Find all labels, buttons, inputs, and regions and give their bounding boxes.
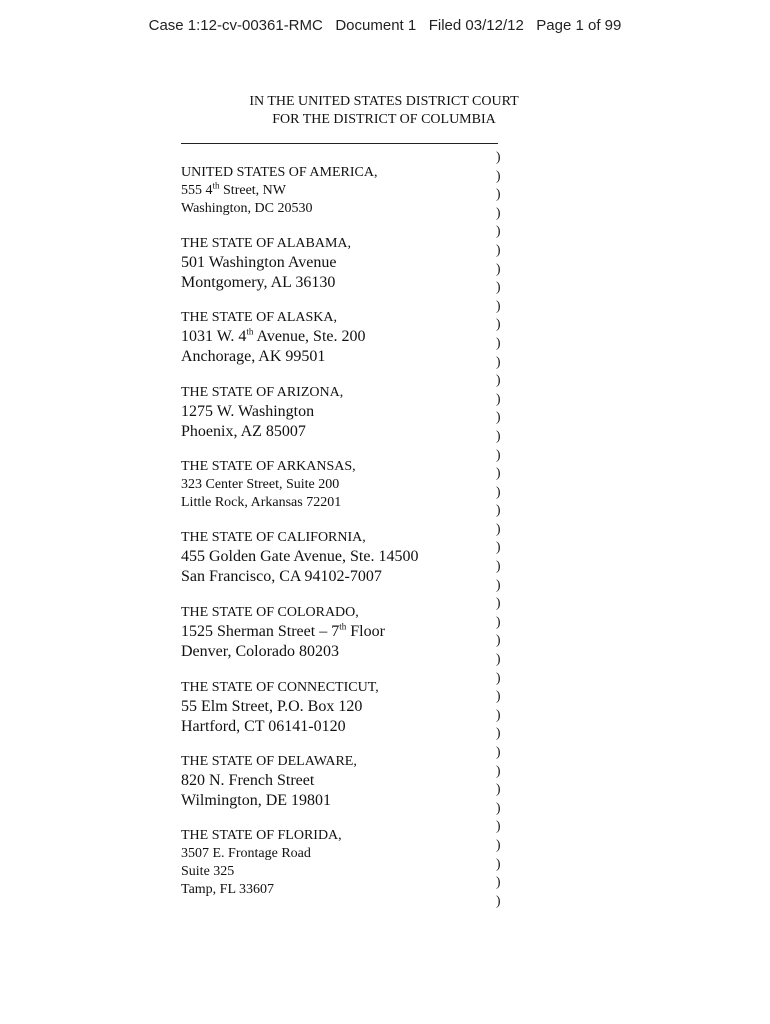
party-name: THE STATE OF FLORIDA, bbox=[181, 828, 342, 843]
party-address-line: 3507 E. Frontage Road bbox=[181, 846, 311, 861]
party-city-line: Denver, Colorado 80203 bbox=[181, 643, 339, 660]
party-arizona bbox=[181, 384, 343, 442]
caption-paren: ) bbox=[496, 632, 501, 648]
party-city-line: Hartford, CT 06141-0120 bbox=[181, 718, 346, 735]
caption-paren: ) bbox=[496, 279, 501, 295]
court-caption bbox=[184, 93, 584, 129]
party-city-line: Phoenix, AZ 85007 bbox=[181, 423, 306, 440]
caption-paren: ) bbox=[496, 874, 501, 890]
caption-paren: ) bbox=[496, 167, 501, 183]
party-name: THE STATE OF COLORADO, bbox=[181, 605, 359, 620]
caption-paren: ) bbox=[496, 539, 501, 555]
party-address-line: 820 N. French Street bbox=[181, 772, 315, 789]
caption-paren: ) bbox=[496, 725, 501, 741]
party-address-line: 555 4th Street, NW bbox=[181, 180, 286, 198]
party-city-line: Washington, DC 20530 bbox=[181, 201, 313, 216]
caption-paren: ) bbox=[496, 409, 501, 425]
party-city-line: Little Rock, Arkansas 72201 bbox=[181, 495, 342, 510]
party-address-line: 1275 W. Washington bbox=[181, 403, 315, 420]
court-district-line: FOR THE DISTRICT OF COLUMBIA bbox=[272, 112, 496, 127]
caption-paren: ) bbox=[496, 204, 501, 220]
caption-paren: ) bbox=[496, 334, 501, 350]
party-city-line: Tamp, FL 33607 bbox=[181, 882, 274, 897]
party-name: THE STATE OF ALASKA, bbox=[181, 310, 337, 325]
caption-paren: ) bbox=[496, 297, 501, 313]
party-colorado bbox=[181, 604, 385, 662]
caption-parentheses-column bbox=[496, 148, 506, 910]
party-suite-line: Suite 325 bbox=[181, 864, 235, 879]
party-california bbox=[181, 529, 418, 587]
caption-paren: ) bbox=[496, 651, 501, 667]
party-city-line: Montgomery, AL 36130 bbox=[181, 274, 336, 291]
party-name: THE STATE OF DELAWARE, bbox=[181, 754, 357, 769]
caption-paren: ) bbox=[496, 241, 501, 257]
caption-paren: ) bbox=[496, 186, 501, 202]
party-florida bbox=[181, 827, 342, 899]
caption-paren: ) bbox=[496, 781, 501, 797]
caption-paren: ) bbox=[496, 427, 501, 443]
caption-paren: ) bbox=[496, 446, 501, 462]
caption-paren: ) bbox=[496, 836, 501, 852]
caption-paren: ) bbox=[496, 892, 501, 908]
caption-paren: ) bbox=[496, 372, 501, 388]
caption-paren: ) bbox=[496, 465, 501, 481]
party-city-line: San Francisco, CA 94102-7007 bbox=[181, 568, 382, 585]
case-header: Case 1:12-cv-00361-RMC Document 1 Filed 03/12/12 Page 1 of 99 bbox=[148, 17, 622, 34]
caption-paren: ) bbox=[496, 316, 501, 332]
caption-paren: ) bbox=[496, 688, 501, 704]
caption-paren: ) bbox=[496, 576, 501, 592]
party-address-line: 455 Golden Gate Avenue, Ste. 14500 bbox=[181, 548, 419, 565]
party-address-line: 323 Center Street, Suite 200 bbox=[181, 477, 340, 492]
party-city-line: Wilmington, DE 19801 bbox=[181, 792, 332, 809]
caption-paren: ) bbox=[496, 390, 501, 406]
caption-paren: ) bbox=[496, 149, 501, 164]
caption-paren: ) bbox=[496, 353, 501, 369]
party-arkansas bbox=[181, 458, 356, 512]
caption-rule bbox=[181, 143, 498, 144]
party-address-line: 1031 W. 4th Avenue, Ste. 200 bbox=[181, 326, 366, 345]
caption-paren: ) bbox=[496, 818, 501, 834]
caption-paren: ) bbox=[496, 502, 501, 518]
party-united-states bbox=[181, 164, 377, 218]
court-name-line: IN THE UNITED STATES DISTRICT COURT bbox=[249, 94, 519, 109]
caption-paren: ) bbox=[496, 483, 501, 499]
party-name: UNITED STATES OF AMERICA, bbox=[181, 165, 378, 180]
party-name: THE STATE OF ARIZONA, bbox=[181, 385, 344, 400]
party-alaska bbox=[181, 309, 366, 367]
party-address-line: 55 Elm Street, P.O. Box 120 bbox=[181, 698, 363, 715]
caption-paren: ) bbox=[496, 706, 501, 722]
caption-paren: ) bbox=[496, 855, 501, 871]
caption-paren: ) bbox=[496, 762, 501, 778]
party-connecticut bbox=[181, 679, 379, 737]
party-address-line: 501 Washington Avenue bbox=[181, 254, 337, 271]
party-name: THE STATE OF CONNECTICUT, bbox=[181, 680, 379, 695]
caption-paren: ) bbox=[496, 669, 501, 685]
party-name: THE STATE OF ALABAMA, bbox=[181, 236, 351, 251]
party-delaware bbox=[181, 753, 357, 811]
caption-paren: ) bbox=[496, 613, 501, 629]
caption-paren: ) bbox=[496, 558, 501, 574]
caption-paren: ) bbox=[496, 744, 501, 759]
caption-paren: ) bbox=[496, 260, 501, 276]
party-name: THE STATE OF ARKANSAS, bbox=[181, 459, 356, 474]
caption-paren: ) bbox=[496, 595, 501, 611]
party-address-line: 1525 Sherman Street – 7th Floor bbox=[181, 621, 385, 640]
caption-paren: ) bbox=[496, 223, 501, 239]
party-name: THE STATE OF CALIFORNIA, bbox=[181, 530, 366, 545]
caption-paren: ) bbox=[496, 520, 501, 536]
party-city-line: Anchorage, AK 99501 bbox=[181, 348, 326, 365]
party-alabama bbox=[181, 235, 351, 293]
caption-paren: ) bbox=[496, 799, 501, 815]
